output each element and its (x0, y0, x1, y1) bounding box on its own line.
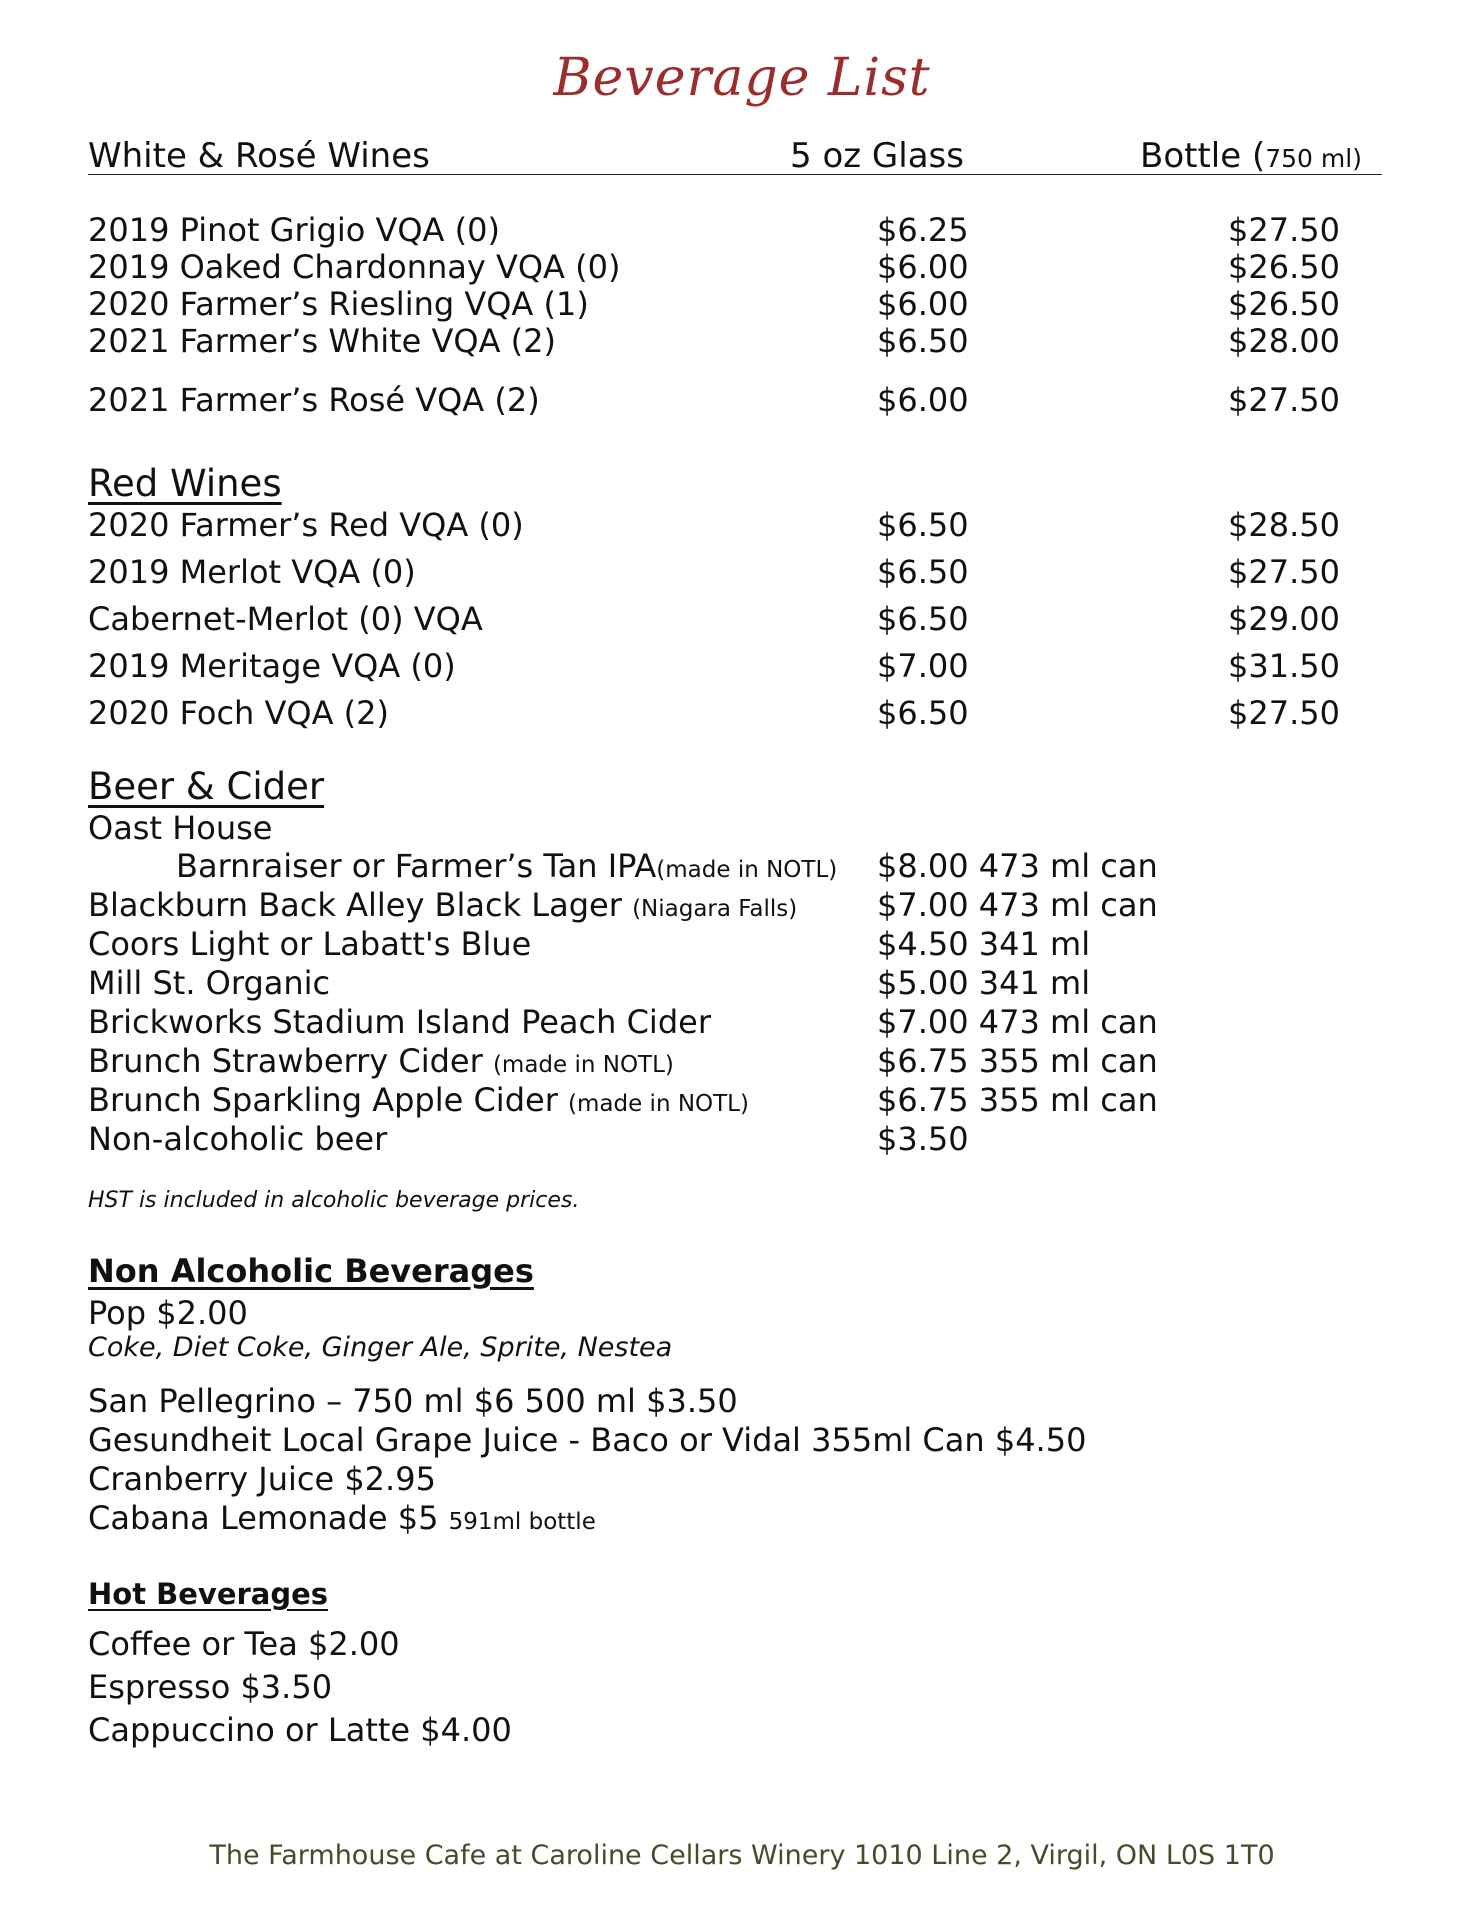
cranberry-item: Cranberry Juice $2.95 (88, 1460, 436, 1498)
beer-label: Barnraiser or Farmer’s Tan IPA (176, 847, 657, 885)
beer-name (88, 1081, 749, 1123)
beer-label: Mill St. Organic (88, 964, 331, 1002)
wine-row (0, 380, 1484, 420)
beer-row (0, 925, 1484, 963)
non-alcoholic-heading: Non Alcoholic Beverages (88, 1252, 534, 1290)
pop-flavours: Coke, Diet Coke, Ginger Ale, Sprite, Nestea (88, 1332, 673, 1363)
wine-name: 2020 Foch VQA (2) (88, 694, 389, 732)
beer-price: $7.00 473 ml can (877, 1003, 1158, 1041)
bottle-price: $29.00 (1228, 600, 1340, 638)
beer-label: Non-alcoholic beer (88, 1120, 388, 1158)
beer-name (176, 847, 837, 889)
beer-price: $4.50 341 ml (877, 925, 1091, 963)
white-rose-wines-heading: White & Rosé Wines (88, 136, 430, 176)
wine-name: Cabernet-Merlot (0) VQA (88, 600, 483, 638)
wine-row (0, 599, 1484, 639)
bottle-price: $26.50 (1228, 285, 1340, 323)
beer-label: Brickworks Stadium Island Peach Cider (88, 1003, 711, 1041)
hot-item: Coffee or Tea $2.00 (88, 1625, 400, 1663)
beer-price: $7.00 473 ml can (877, 886, 1158, 924)
glass-price: $6.50 (877, 694, 969, 732)
hst-note: HST is included in alcoholic beverage prices. (88, 1188, 580, 1213)
glass-price: $6.25 (877, 211, 969, 249)
wine-row (0, 505, 1484, 545)
wine-name: 2021 Farmer’s Rosé VQA (2) (88, 381, 540, 419)
glass-price: $6.00 (877, 381, 969, 419)
glass-price: $6.50 (877, 506, 969, 544)
bottle-column-header (1140, 136, 1362, 176)
beer-origin-note: (made in NOTL) (656, 857, 838, 883)
beer-row (0, 1120, 1484, 1158)
bottle-price: $28.00 (1228, 322, 1340, 360)
lemonade-label: Cabana Lemonade $5 (88, 1499, 449, 1537)
red-wines-heading: Red Wines (88, 462, 282, 505)
beer-row (0, 1003, 1484, 1041)
beer-row (0, 964, 1484, 1002)
brewery-name: Oast House (88, 809, 273, 847)
beer-label: Brunch Sparkling Apple Cider (88, 1081, 569, 1119)
beer-row (0, 1081, 1484, 1119)
hot-item: Espresso $3.50 (88, 1668, 333, 1706)
beer-name (88, 886, 797, 928)
bottle-size-label: 750 ml) (1265, 144, 1362, 173)
glass-price: $6.50 (877, 600, 969, 638)
beer-name (88, 1003, 711, 1041)
beer-label: Brunch Strawberry Cider (88, 1042, 493, 1080)
beer-origin-note: (Niagara Falls) (632, 896, 798, 922)
beer-name (88, 1120, 387, 1158)
beer-label: Coors Light or Labatt's Blue (88, 925, 532, 963)
wine-row (0, 321, 1484, 361)
glass-price: $6.50 (877, 553, 969, 591)
wine-name: 2020 Farmer’s Red VQA (0) (88, 506, 524, 544)
wine-name: 2021 Farmer’s White VQA (2) (88, 322, 556, 360)
page-title: Beverage List (553, 48, 931, 108)
pellegrino-item: San Pellegrino – 750 ml $6 500 ml $3.50 (88, 1382, 738, 1420)
wine-row (0, 284, 1484, 324)
beer-row (0, 1042, 1484, 1080)
hot-beverages-heading: Hot Beverages (88, 1577, 329, 1611)
bottle-price: $27.50 (1228, 211, 1340, 249)
beer-name (88, 925, 531, 963)
beer-label: Blackburn Back Alley Black Lager (88, 886, 633, 924)
beer-cider-heading: Beer & Cider (88, 765, 325, 808)
glass-price: $6.00 (877, 248, 969, 286)
bottle-price: $27.50 (1228, 381, 1340, 419)
bottle-price: $28.50 (1228, 506, 1340, 544)
wine-name: 2019 Merlot VQA (0) (88, 553, 416, 591)
beer-price: $6.75 355 ml can (877, 1081, 1158, 1119)
wine-name: 2019 Oaked Chardonnay VQA (0) (88, 248, 621, 286)
bottle-price: $26.50 (1228, 248, 1340, 286)
bottle-price: $27.50 (1228, 694, 1340, 732)
footer-address: The Farmhouse Cafe at Caroline Cellars Winery 1010 Line 2, Virgil, ON L0S 1T0 (209, 1840, 1275, 1871)
beer-name (88, 964, 330, 1002)
wine-name: 2019 Meritage VQA (0) (88, 647, 456, 685)
beer-price: $3.50 (877, 1120, 969, 1158)
header-divider (88, 174, 1382, 175)
beer-price: $8.00 473 ml can (877, 847, 1158, 885)
beer-origin-note: (made in NOTL) (568, 1091, 749, 1117)
bottle-price: $27.50 (1228, 553, 1340, 591)
bottle-label: Bottle ( (1140, 136, 1266, 176)
wine-row (0, 247, 1484, 287)
wine-row (0, 693, 1484, 733)
beer-price: $6.75 355 ml can (877, 1042, 1158, 1080)
grape-juice-item: Gesundheit Local Grape Juice - Baco or Vidal 355ml Can $4.50 (88, 1421, 1087, 1459)
glass-price: $6.00 (877, 285, 969, 323)
beer-row (0, 886, 1484, 924)
lemonade-size-note: 591ml bottle (448, 1509, 596, 1535)
wine-name: 2019 Pinot Grigio VQA (0) (88, 211, 500, 249)
pop-item: Pop $2.00 (88, 1294, 248, 1332)
wine-row (0, 552, 1484, 592)
glass-price: $6.50 (877, 322, 969, 360)
beer-origin-note: (made in NOTL) (492, 1052, 674, 1078)
glass-price: $7.00 (877, 647, 969, 685)
bottle-price: $31.50 (1228, 647, 1340, 685)
glass-column-header: 5 oz Glass (790, 136, 964, 176)
beer-row (0, 847, 1484, 885)
hot-item: Cappuccino or Latte $4.00 (88, 1711, 512, 1749)
wine-row (0, 210, 1484, 250)
beer-price: $5.00 341 ml (877, 964, 1091, 1002)
beer-name (88, 1042, 674, 1084)
wine-row (0, 646, 1484, 686)
wine-name: 2020 Farmer’s Riesling VQA (1) (88, 285, 589, 323)
lemonade-item (88, 1498, 596, 1542)
